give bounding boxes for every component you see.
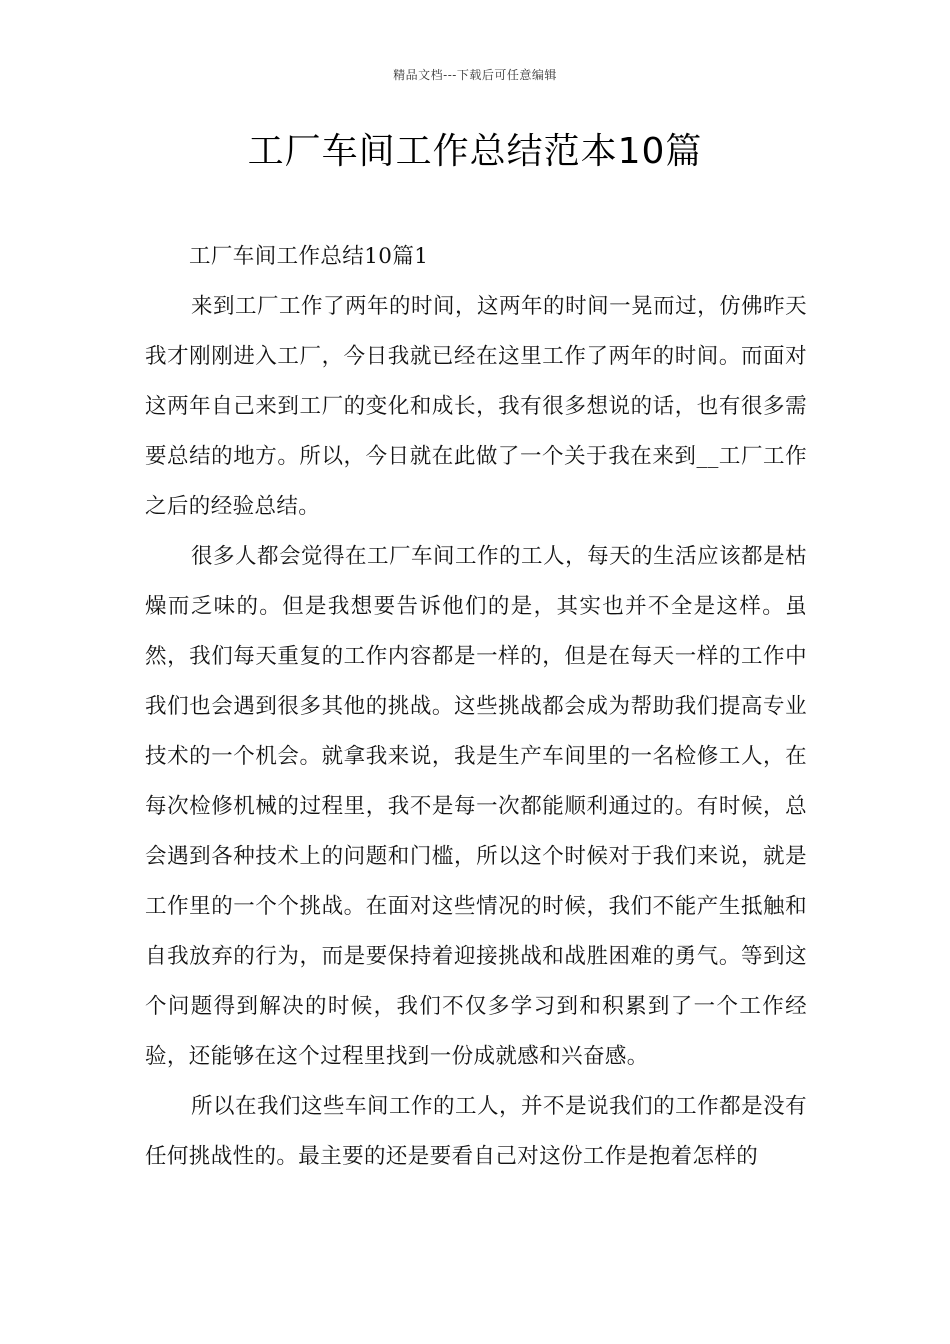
paragraph-1: 来到工厂工作了两年的时间，这两年的时间一晃而过，仿佛昨天我才刚刚进入工厂，今日我就已经在这里工作了两年的时间。而面对这两年自己来到工厂的变化和成长，我有很多想说的话，也有很多需要总结的地方。所以，今日就在此做了一个关于我在来到__工厂工作之后的经验总结。	[145, 294, 807, 519]
section-subtitle: 工厂车间工作总结10篇1	[189, 244, 429, 269]
header-note: 精品文档---下载后可任意编辑	[393, 68, 557, 82]
paragraph-2: 很多人都会觉得在工厂车间工作的工人，每天的生活应该都是枯燥而乏味的。但是我想要告诉他们的是，其实也并不全是这样。虽然，我们每天重复的工作内容都是一样的，但是在每天一样的工作中我们也会遇到很多其他的挑战。这些挑战都会成为帮助我们提高专业技术的一个机会。就拿我来说，我是生产车间里的一名检修工人，在每次检修机械的过程里，我不是每一次都能顺利通过的。有时候，总会遇到各种技术上的问题和门槛，所以这个时候对于我们来说，就是工作里的一个个挑战。在面对这些情况的时候，我们不能产生抵触和自我放弃的行为，而是要保持着迎接挑战和战胜困难的勇气。等到这个问题得到解决的时候，我们不仅多学习到和积累到了一个工作经验，还能够在这个过程里找到一份成就感和兴奋感。	[145, 544, 807, 1069]
paragraph-3: 所以在我们这些车间工作的工人，并不是说我们的工作都是没有任何挑战性的。最主要的还是要看自己对这份工作是抱着怎样的	[145, 1094, 807, 1169]
document-body	[145, 232, 807, 1182]
document-title: 工厂车间工作总结范本10篇	[247, 131, 703, 172]
